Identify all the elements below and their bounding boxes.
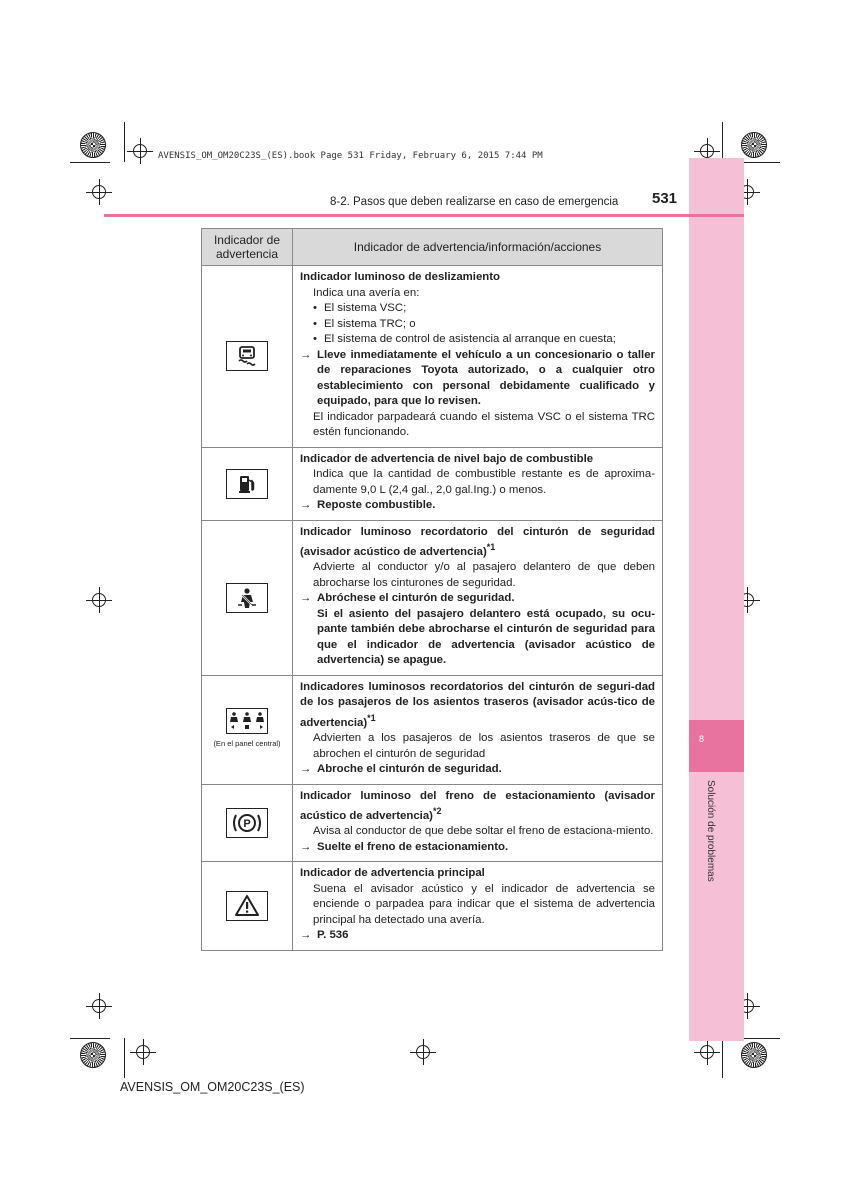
registration-mark <box>133 144 147 158</box>
indicator-cell <box>202 675 293 784</box>
chapter-tab-number: 8 <box>699 734 705 744</box>
indicator-description: Indica que la cantidad de combustible restante es de aproxima-damente 9,0 L (2,4 gal., 2,0 gal.Ing.) o menos. <box>313 468 655 496</box>
description-cell <box>293 862 663 951</box>
column-header-actions: Indicador de advertencia/información/acciones <box>293 229 663 266</box>
list-item: • El sistema VSC; <box>300 301 655 317</box>
page-reference: P. 536 <box>317 929 349 942</box>
description-cell <box>293 784 663 862</box>
action-line: → Abróchese el cinturón de seguridad. <box>300 591 655 607</box>
header-rule <box>104 214 744 217</box>
indicator-description: Suena el avisador acústico y el indicador de advertencia se enciende o parpadea para indicar que el sistema de advertencia principal ha detectado una avería. <box>313 882 655 926</box>
section-title: 8-2. Pasos que deben realizarse en caso de emergencia <box>330 196 619 208</box>
indicator-title: Indicador luminoso recordatorio del cinturón de seguridad (avisador acústico de advertencia)$^{*1}$ <box>300 525 655 558</box>
icon-caption: (En el panel central) <box>213 738 281 748</box>
indicator-title: Indicador de advertencia principal <box>300 867 485 880</box>
indicator-description: Advierte al conductor y/o al pasajero delantero de que deben abrocharse los cinturones de seguridad. <box>313 561 655 589</box>
action-line: → Suelte el freno de estacionamiento. <box>300 840 655 856</box>
indicator-cell <box>202 266 293 448</box>
list-item: • El sistema TRC; o <box>300 317 655 333</box>
table-row <box>202 266 663 448</box>
action-text: Abroche el cinturón de seguridad. <box>317 763 502 776</box>
action-line: → Reposte combustible. <box>300 498 655 514</box>
description-cell <box>293 520 663 675</box>
list-item: • El sistema de control de asistencia al arranque en cuesta; <box>300 332 655 348</box>
crop-mark <box>124 122 125 162</box>
print-job-header: AVENSIS_OM_OM20C23S_(ES).book Page 531 Friday, February 6, 2015 7:44 PM <box>158 151 543 161</box>
footnote-ref: *2 <box>432 806 442 817</box>
indicator-title: Indicador de advertencia de nivel bajo de combustible <box>300 452 594 465</box>
action-line: → P. 536 <box>300 928 655 944</box>
action-continuation: Si el asiento del pasajero delantero está ocupado, su ocu-pante también debe abrocharse el cinturón de seguridad para que el indicador de advertencia (avisador acústico de advertencia) se apague. <box>317 607 655 667</box>
page-number: 531 <box>652 190 678 207</box>
indicator-description: Advierten a los pasajeros de los asientos traseros de que se abrochen el cinturón de seguridad <box>313 732 655 760</box>
chapter-side-band <box>689 158 744 1041</box>
indicator-title: Indicadores luminosos recordatorios del cinturón de seguri-dad de los pasajeros de los asientos traseros (avisador acús-tico de advertencia)$^{*1}$ <box>300 680 655 729</box>
indicator-description: Avisa al conductor de que debe soltar el freno de estaciona-miento. <box>313 825 654 838</box>
table-row <box>202 784 663 862</box>
fuel-pump-icon <box>226 469 268 499</box>
chapter-side-label: Solución de problemas <box>705 780 716 882</box>
description-cell <box>293 447 663 520</box>
indicator-cell <box>202 862 293 951</box>
table-row <box>202 520 663 675</box>
registration-mark <box>416 1045 430 1059</box>
indicator-title: Indicador luminoso de deslizamiento <box>300 271 500 283</box>
seatbelt-icon <box>226 583 268 613</box>
registration-mark <box>136 1045 150 1059</box>
table-row <box>202 862 663 951</box>
slip-indicator-icon <box>226 341 268 371</box>
description-cell <box>293 675 663 784</box>
registration-mark <box>92 999 106 1013</box>
column-header-indicator: Indicador de advertencia <box>202 229 293 266</box>
description-cell <box>293 266 663 448</box>
footnote-ref: *1 <box>486 542 496 552</box>
table-header-row <box>202 229 663 266</box>
warning-indicator-table <box>201 228 663 951</box>
indicator-cell <box>202 520 293 675</box>
master-warning-icon <box>226 891 268 921</box>
indicator-cell <box>202 784 293 862</box>
registration-mark <box>700 1045 714 1059</box>
registration-starburst-bottom-left <box>80 1042 106 1068</box>
rear-seatbelt-icon <box>226 708 268 734</box>
action-text: Lleve inmediatamente el vehículo a un concesionario o taller de reparaciones Toyota autorizado, o a cualquier otro establecimiento con personal debidamente cualificado y equipado, para que lo revisen. <box>317 348 655 407</box>
table-row <box>202 675 663 784</box>
crop-mark <box>740 162 780 163</box>
parking-brake-icon <box>226 808 268 838</box>
action-text: Abróchese el cinturón de seguridad. <box>317 592 515 605</box>
indicator-note: El indicador parpadeará cuando el sistema VSC o el sistema TRC estén funcionando. <box>313 410 655 438</box>
indicator-title: Indicador luminoso del freno de estacionamiento (avisador acústico de advertencia)$^{*2}$ <box>300 789 655 822</box>
table-row <box>202 447 663 520</box>
action-line: → Lleve inmediatamente el vehículo a un concesionario o taller de reparaciones Toyota autorizado, o a cualquier otro establecimiento con personal debidamente cualificado y equipado, para que lo revisen. <box>300 348 655 410</box>
document-code: AVENSIS_OM_OM20C23S_(ES) <box>120 1080 305 1094</box>
crop-mark <box>722 1038 723 1078</box>
footnote-ref: *1 <box>367 712 376 723</box>
registration-starburst-top-left <box>80 132 106 158</box>
registration-mark <box>92 185 106 199</box>
action-line: → Abroche el cinturón de seguridad. <box>300 762 655 778</box>
registration-starburst-bottom-right <box>741 1042 767 1068</box>
action-text: Reposte combustible. <box>317 499 436 511</box>
crop-mark <box>722 122 723 162</box>
chapter-tab <box>689 720 744 772</box>
action-text: Suelte el freno de estacionamiento. <box>317 840 509 853</box>
registration-mark <box>700 144 714 158</box>
registration-starburst-top-right <box>741 132 767 158</box>
registration-mark <box>92 593 106 607</box>
indicator-intro: Indica una avería en: <box>313 286 420 299</box>
crop-mark <box>740 1038 780 1039</box>
crop-mark <box>70 162 110 163</box>
svg-text:P: P <box>243 817 251 830</box>
crop-mark <box>70 1038 110 1039</box>
indicator-cell <box>202 447 293 520</box>
crop-mark <box>124 1038 125 1078</box>
